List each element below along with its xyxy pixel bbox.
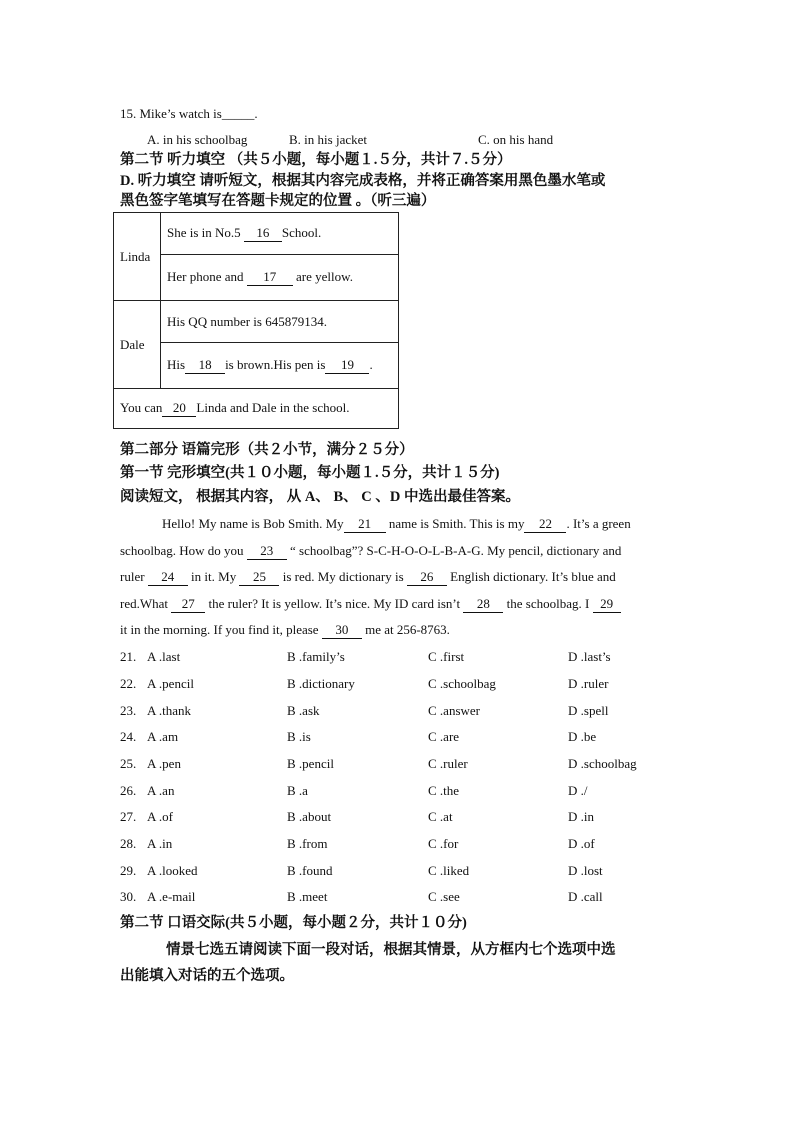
p1-c: . It’s a green bbox=[566, 516, 631, 531]
choice-number: 21. bbox=[120, 649, 137, 664]
choice-b: B .a bbox=[287, 783, 308, 798]
choice-a: A .in bbox=[147, 836, 173, 851]
choice-d: D .ruler bbox=[568, 676, 609, 691]
blank-30: 30 bbox=[322, 622, 362, 639]
p4-b: the ruler? It is yellow. It’s nice. My ID card isn’t bbox=[208, 596, 464, 611]
choice-c: C .ruler bbox=[428, 756, 468, 771]
linda-r2-pre: Her phone and bbox=[167, 269, 247, 284]
linda-r1-post: School. bbox=[281, 225, 322, 240]
choice-a: A .of bbox=[147, 809, 173, 824]
blank-22: 22 bbox=[524, 516, 566, 533]
blank-19: 19 bbox=[325, 357, 369, 374]
p3-d: English dictionary. It’s blue and bbox=[450, 569, 616, 584]
p3-c: is red. My dictionary is bbox=[282, 569, 407, 584]
dale-r2-post: . bbox=[369, 357, 373, 372]
last-row bbox=[114, 389, 399, 429]
part2-header: 第二部分 语篇完形（共２小节，满分２５分） bbox=[120, 442, 414, 458]
choice-b: B .found bbox=[287, 863, 333, 878]
last-post: Linda and Dale in the school. bbox=[196, 400, 350, 415]
sec1-header: 第一节 完形填空(共１０小题，每小题１.５分，共计１５分) bbox=[120, 465, 500, 481]
choice-b: B .about bbox=[287, 809, 332, 824]
choice-c: C .see bbox=[428, 889, 460, 904]
linda-row2 bbox=[161, 255, 399, 301]
choice-b: B .from bbox=[287, 836, 328, 851]
choice-c: C .are bbox=[428, 729, 460, 744]
choice-d: D .of bbox=[568, 836, 595, 851]
dale-r2-pre: His bbox=[167, 357, 186, 372]
choice-a: A .looked bbox=[147, 863, 198, 878]
listening-table bbox=[113, 212, 399, 429]
choice-number: 22. bbox=[120, 676, 137, 691]
section2-header: 第二节 听力填空 （共５小题，每小题１.５分，共计７.５分） bbox=[120, 152, 512, 168]
choice-a: A .pencil bbox=[147, 676, 194, 691]
choice-a: A .last bbox=[147, 649, 181, 664]
choice-d: D .lost bbox=[568, 863, 603, 878]
choice-d: D .spell bbox=[568, 703, 609, 718]
blank-25: 25 bbox=[239, 569, 279, 586]
partD-instruction-line1: D. 听力填空 请听短文，根据其内容完成表格，并将正确答案用黑色墨水笔或 bbox=[120, 173, 606, 189]
choice-b: B .meet bbox=[287, 889, 328, 904]
dale-r2-mid: is brown.His pen is bbox=[225, 357, 326, 372]
choice-a: A .e-mail bbox=[147, 889, 196, 904]
p1-b: name is Smith. This is my bbox=[388, 516, 525, 531]
choice-c: C .for bbox=[428, 836, 459, 851]
passage-line-4 bbox=[120, 596, 621, 612]
cloze-instruction: 阅读短文， 根据其内容， 从 A、 B、 C 、D 中选出最佳答案。 bbox=[120, 489, 520, 505]
blank-17: 17 bbox=[247, 269, 293, 286]
choice-c: C .schoolbag bbox=[428, 676, 496, 691]
p4-c: the schoolbag. I bbox=[506, 596, 593, 611]
last-pre: You can bbox=[120, 400, 163, 415]
p2-b: “ schoolbag”? S-C-H-O-O-L-B-A-G. My pencil, dictionary and bbox=[290, 543, 622, 558]
blank-29: 29 bbox=[593, 596, 621, 613]
p5-b: me at 256-8763. bbox=[365, 622, 450, 637]
q15-option-a: A. in his schoolbag bbox=[147, 132, 248, 147]
q15-blank: _____ bbox=[221, 106, 255, 121]
choice-d: D .be bbox=[568, 729, 597, 744]
blank-23: 23 bbox=[247, 543, 287, 560]
choice-d: D .in bbox=[568, 809, 594, 824]
choice-number: 27. bbox=[120, 809, 137, 824]
choice-c: C .at bbox=[428, 809, 453, 824]
q15-stem bbox=[120, 106, 258, 122]
blank-27: 27 bbox=[171, 596, 205, 613]
dialog-instruction-line2: 出能填入对话的五个选项。 bbox=[120, 968, 294, 984]
choice-a: A .an bbox=[147, 783, 175, 798]
choice-b: B .family’s bbox=[287, 649, 345, 664]
choice-c: C .answer bbox=[428, 703, 480, 718]
q15-option-b: B. in his jacket bbox=[289, 132, 367, 147]
passage-line-2 bbox=[120, 543, 621, 559]
passage-line-1 bbox=[162, 516, 631, 532]
dale-row1: His QQ number is 645879134. bbox=[161, 301, 399, 343]
blank-18: 18 bbox=[185, 357, 225, 374]
linda-r2-post: are yellow. bbox=[296, 269, 353, 284]
choice-c: C .liked bbox=[428, 863, 470, 878]
p3-b: in it. My bbox=[191, 569, 240, 584]
p3-a: ruler bbox=[120, 569, 148, 584]
choice-d: D .last’s bbox=[568, 649, 611, 664]
choice-b: B .pencil bbox=[287, 756, 334, 771]
q15-option-c: C. on his hand bbox=[478, 132, 554, 147]
choice-number: 29. bbox=[120, 863, 137, 878]
blank-28: 28 bbox=[463, 596, 503, 613]
choice-c: C .first bbox=[428, 649, 465, 664]
dialog-instruction-line1: 情景七选五请阅读下面一段对话，根据其情景，从方框内七个选项中选 bbox=[166, 942, 616, 958]
choice-number: 30. bbox=[120, 889, 137, 904]
choice-number: 23. bbox=[120, 703, 137, 718]
choice-a: A .thank bbox=[147, 703, 192, 718]
blank-24: 24 bbox=[148, 569, 188, 586]
q15-end: . bbox=[254, 106, 258, 121]
choice-a: A .pen bbox=[147, 756, 181, 771]
blank-16: 16 bbox=[244, 225, 282, 242]
choice-d: D .schoolbag bbox=[568, 756, 637, 771]
dale-cell: Dale bbox=[114, 301, 161, 389]
q15-stem-text: 15. Mike’s watch is bbox=[120, 106, 222, 121]
choice-number: 26. bbox=[120, 783, 137, 798]
linda-r1-pre: She is in No.5 bbox=[167, 225, 244, 240]
choice-b: B .dictionary bbox=[287, 676, 355, 691]
p5-a: it in the morning. If you find it, please bbox=[120, 622, 322, 637]
p1-a: Hello! My name is Bob Smith. My bbox=[162, 516, 344, 531]
sec2-header: 第二节 口语交际(共５小题，每小题２分，共计１０分) bbox=[120, 915, 467, 931]
p2-a: schoolbag. How do you bbox=[120, 543, 247, 558]
passage-line-3 bbox=[120, 569, 616, 585]
choice-d: D .call bbox=[568, 889, 603, 904]
partD-instruction-line2: 黑色签字笔填写在答题卡规定的位置 。（听三遍） bbox=[120, 193, 436, 209]
linda-row1 bbox=[161, 213, 399, 255]
p4-a: red.What bbox=[120, 596, 172, 611]
blank-26: 26 bbox=[407, 569, 447, 586]
choice-c: C .the bbox=[428, 783, 460, 798]
choice-number: 25. bbox=[120, 756, 137, 771]
passage-line-5 bbox=[120, 622, 450, 638]
choice-a: A .am bbox=[147, 729, 179, 744]
choice-number: 28. bbox=[120, 836, 137, 851]
linda-cell: Linda bbox=[114, 213, 161, 301]
choice-number: 24. bbox=[120, 729, 137, 744]
blank-21: 21 bbox=[344, 516, 386, 533]
blank-20: 20 bbox=[162, 400, 196, 417]
choice-d: D ./ bbox=[568, 783, 588, 798]
choice-b: B .ask bbox=[287, 703, 320, 718]
dale-row2 bbox=[161, 343, 399, 389]
choice-b: B .is bbox=[287, 729, 311, 744]
